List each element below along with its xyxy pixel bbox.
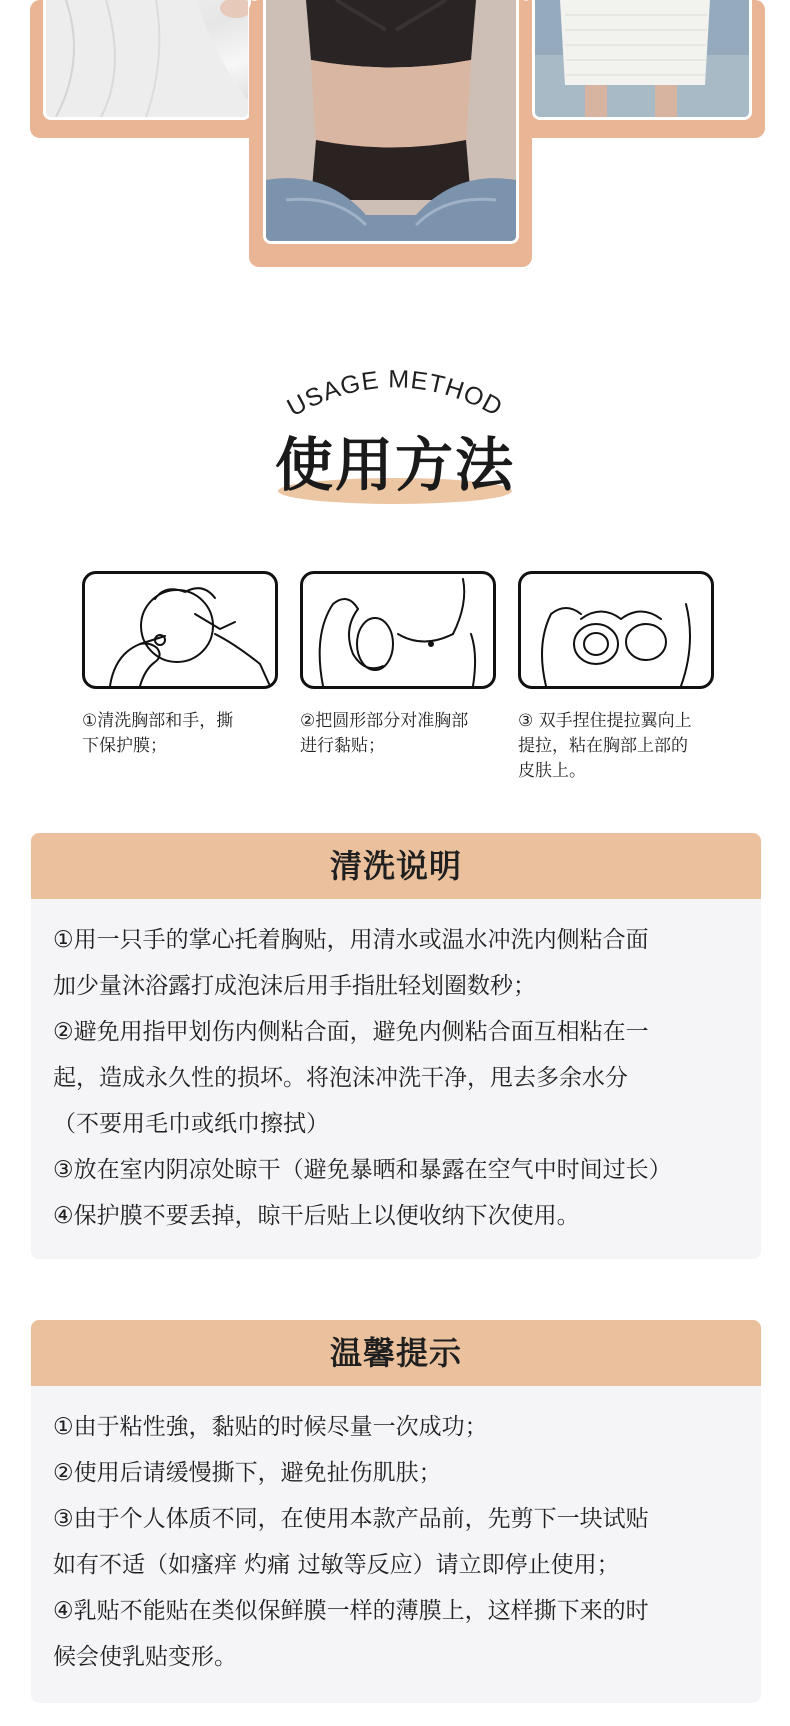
cleaning-line: （不要用毛巾或纸巾擦拭） (53, 1111, 329, 1137)
tips-line: ④乳贴不能贴在类似保鲜膜一样的薄膜上，这样撕下来的时 (53, 1598, 649, 1624)
step-2-caption-line: ②把圆形部分对准胸部 (300, 711, 469, 731)
step-3-illustration (518, 571, 714, 689)
warm-tips-panel (31, 1320, 761, 1703)
step-2-caption-line: 进行黏贴； (300, 736, 385, 756)
step-1-caption-line: 下保护膜； (82, 736, 167, 756)
tips-line: 如有不适（如瘙痒 灼痛 过敏等反应）请立即停止使用； (53, 1552, 620, 1578)
photo-card-middle (249, 0, 532, 267)
tips-body (31, 1386, 761, 1680)
peel-film-icon (85, 574, 275, 686)
step-3-caption-line: ③ 双手捏住提拉翼向上 (518, 711, 692, 731)
cleaning-body (31, 899, 761, 1239)
tips-title: 温馨提示 (31, 1320, 761, 1386)
usage-title-block (270, 418, 520, 504)
step-1-illustration (82, 571, 278, 689)
usage-step-3 (518, 571, 714, 784)
cleaning-line: 加少量沐浴露打成泡沫后用手指肚轻划圈数秒； (53, 973, 536, 999)
cleaning-line: 起，造成永久性的损坏。将泡沫冲洗干净，甩去多余水分 (53, 1065, 628, 1091)
apply-cup-icon (303, 574, 493, 686)
cleaning-line: ②避免用指甲划伤内侧粘合面，避免内侧粘合面互相粘在一 (53, 1019, 649, 1045)
usage-subtitle: USAGE METHOD (282, 365, 508, 423)
photo-card-right (520, 0, 765, 138)
photo-knit-skirt (532, 0, 752, 120)
tips-line: 候会使乳贴变形。 (53, 1644, 237, 1670)
usage-title: 使用方法 (274, 431, 515, 499)
cleaning-line: ④保护膜不要丢掉，晾干后贴上以便收纳下次使用。 (53, 1203, 580, 1229)
usage-step-1 (82, 571, 278, 759)
cleaning-instructions-panel (31, 833, 761, 1259)
usage-step-2 (300, 571, 496, 759)
tips-line: ②使用后请缓慢撕下，避免扯伤肌肤； (53, 1460, 442, 1486)
step-1-caption-line: ①清洗胸部和手，撕 (82, 711, 234, 731)
photo-bandeau-back (263, 0, 519, 244)
tips-line: ①由于粘性強，黏贴的时候尽量一次成功； (53, 1414, 488, 1440)
step-2-caption (300, 709, 496, 759)
step-1-caption (82, 709, 278, 759)
step-3-caption (518, 709, 714, 784)
photo-card-left (30, 0, 260, 138)
svg-text:USAGE METHOD (283, 365, 508, 422)
step-2-illustration (300, 571, 496, 689)
cleaning-line: ③放在室内阴凉处晾干（避免暴晒和暴露在空气中时间过长） (53, 1157, 672, 1183)
photo-white-skirt (43, 0, 251, 120)
step-3-caption-line: 提拉，粘在胸部上部的 (518, 736, 688, 756)
cleaning-title: 清洗说明 (31, 833, 761, 899)
lift-wings-icon (521, 574, 711, 686)
tips-line: ③由于个人体质不同，在使用本款产品前，先剪下一块试贴 (53, 1506, 649, 1532)
cleaning-line: ①用一只手的掌心托着胸贴，用清水或温水冲洗内侧粘合面 (53, 927, 649, 953)
step-3-caption-line: 皮肤上。 (518, 761, 586, 781)
